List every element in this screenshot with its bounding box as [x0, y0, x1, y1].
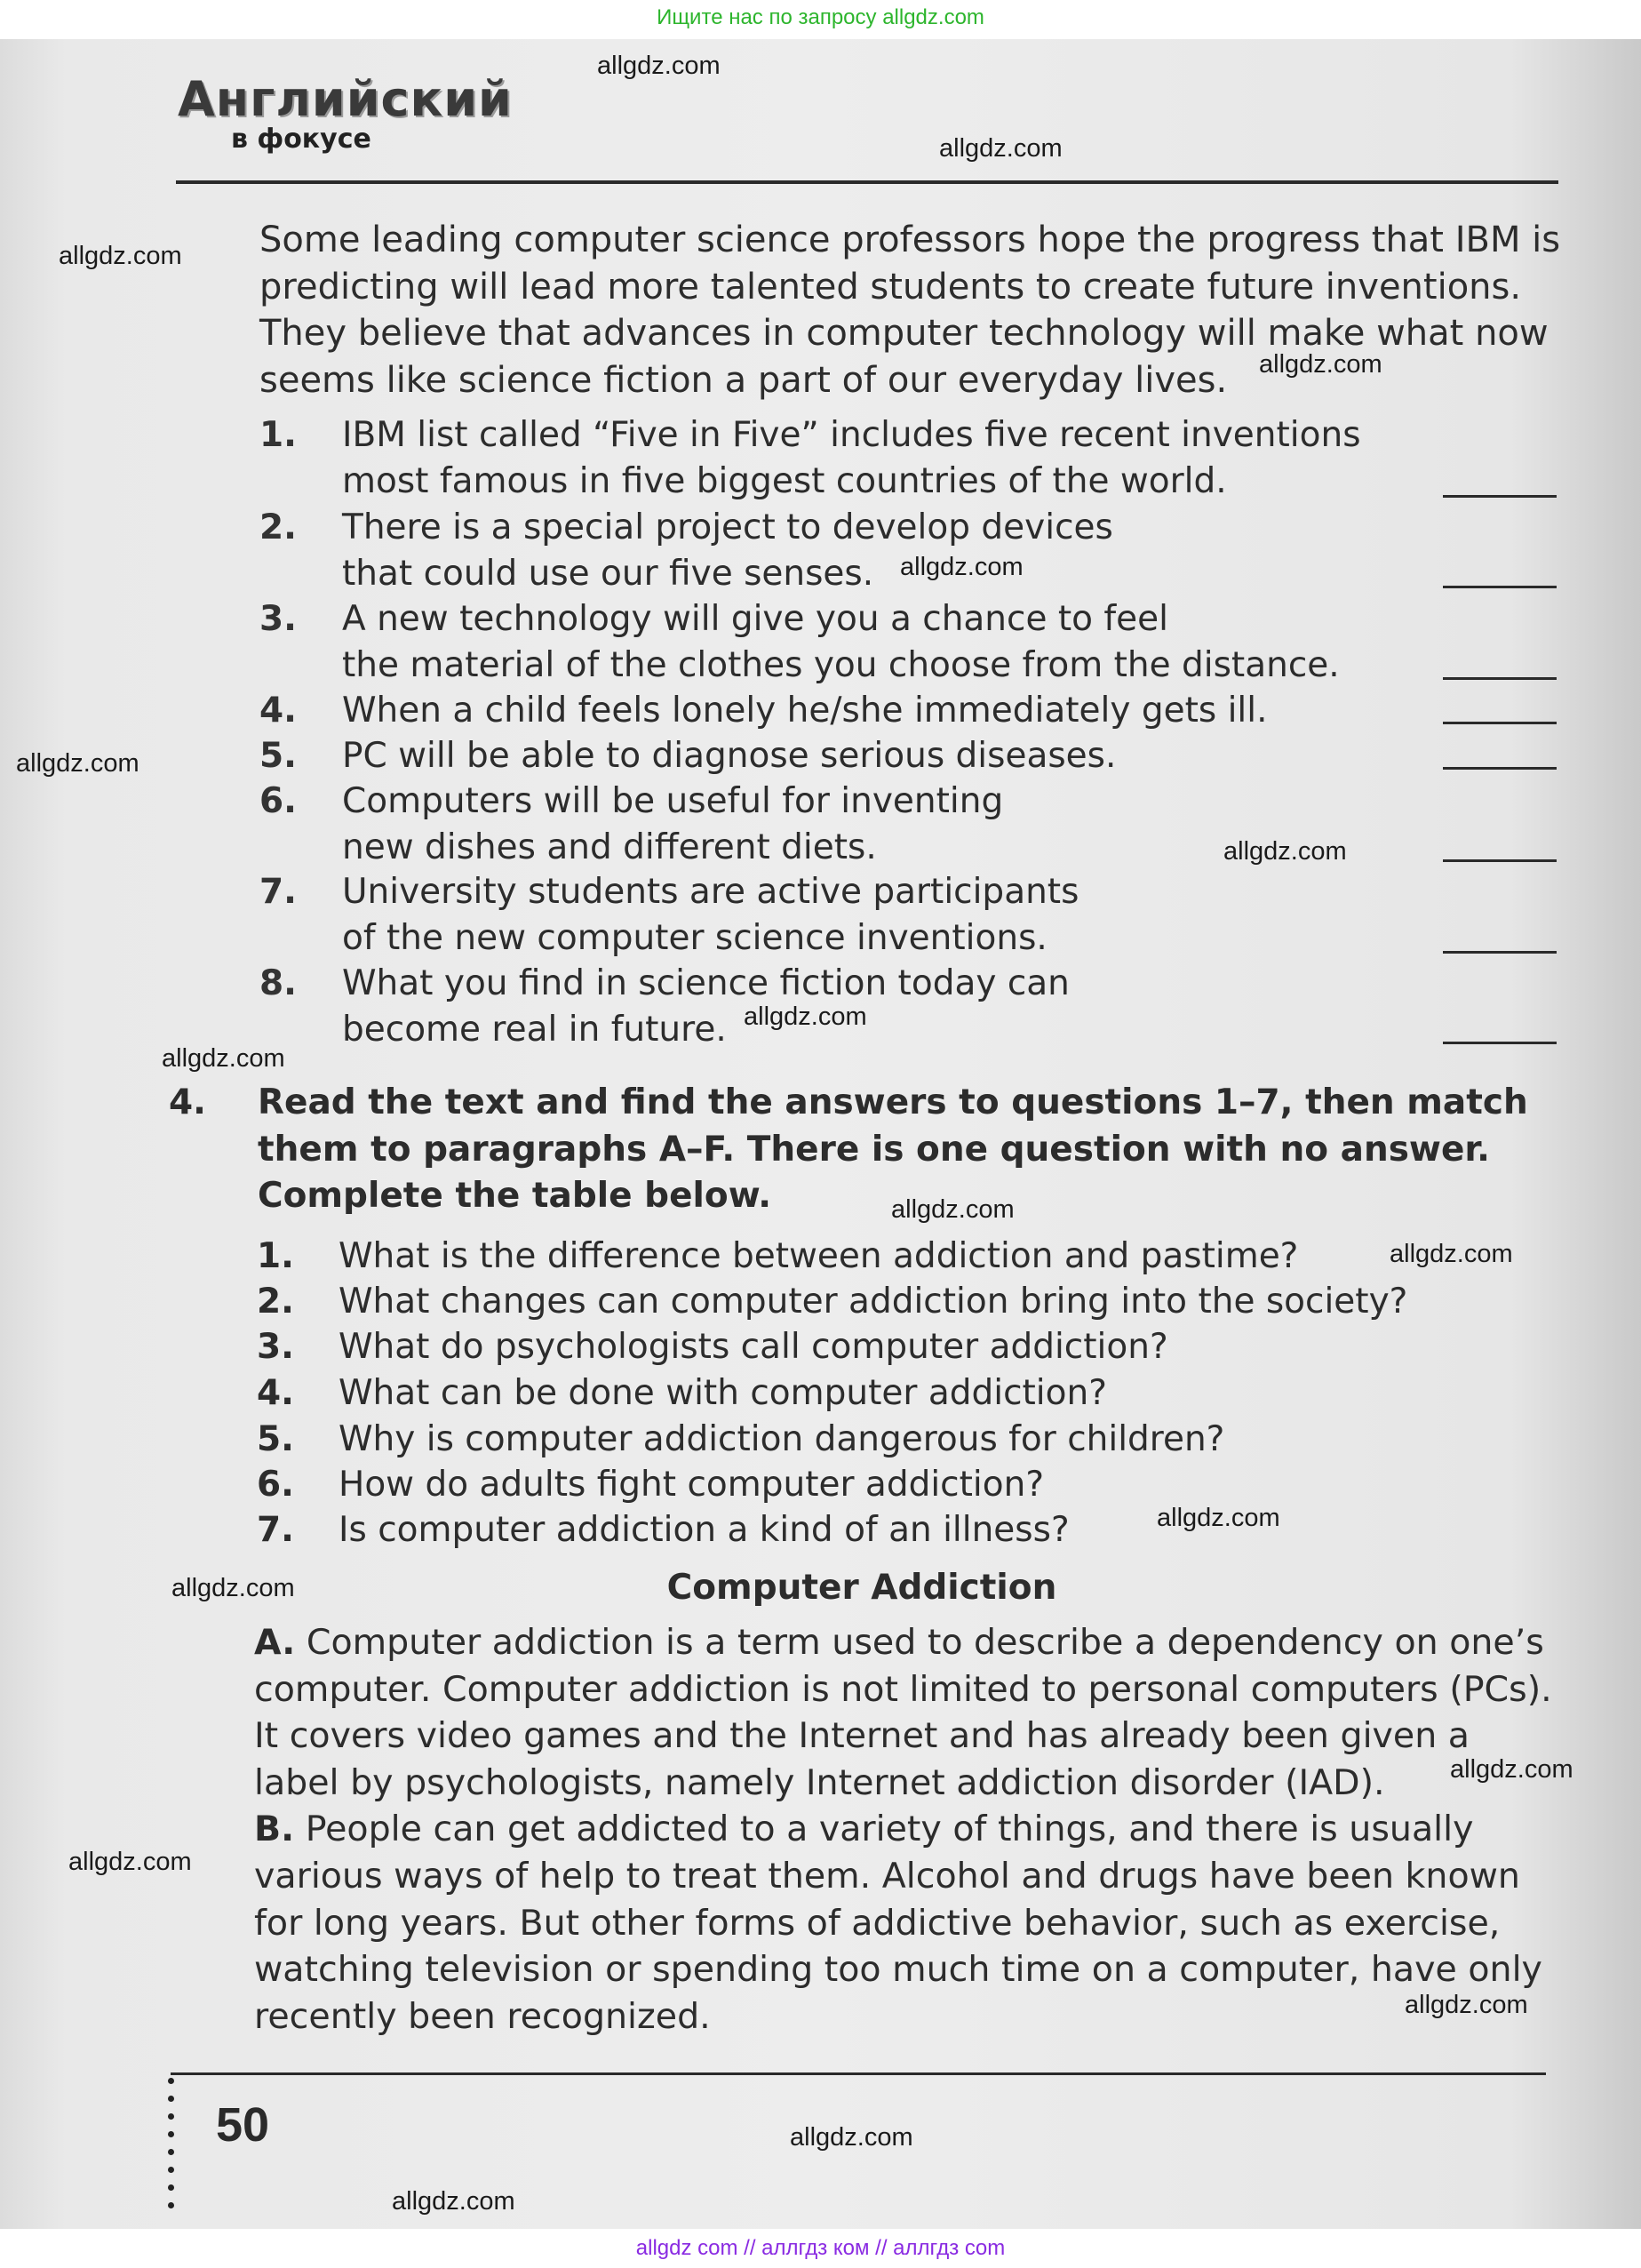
watermark: allgdz.com — [1223, 837, 1347, 866]
watermark: allgdz.com — [59, 242, 182, 270]
question-text: What can be done with computer addiction? — [339, 1373, 1107, 1413]
book-logo — [178, 73, 513, 153]
book-logo-subtitle: в фокусе — [231, 124, 371, 155]
watermark: allgdz.com — [900, 553, 1024, 581]
answer-blank[interactable] — [1443, 767, 1557, 770]
article-title: Computer Addiction — [666, 1568, 1057, 1608]
answer-blank[interactable] — [1443, 586, 1557, 588]
watermark: allgdz.com — [744, 1002, 867, 1031]
statement-text: IBM list called “Five in Five” includes five recent inventions most famous in five biggest countries of the world. — [342, 415, 1361, 501]
statement-number: 5. — [259, 736, 297, 776]
watermark: allgdz.com — [162, 1044, 285, 1073]
task-number: 4. — [169, 1082, 206, 1122]
page-edge-dots — [167, 2078, 176, 2229]
watermark: allgdz.com — [1450, 1755, 1573, 1784]
bottom-banner-text: allgdz com // аллгдз ком // аллгдз com — [635, 2236, 1006, 2260]
statement-number: 7. — [259, 872, 297, 912]
paragraph-text: Computer addiction is a term used to describe a dependency on one’s computer. Computer addiction is not limited to personal computers (PCs). It covers video games and the Internet and has already been given a label by psychologists, namely Internet addiction disorder (IAD). — [254, 1622, 1552, 1803]
answer-blank[interactable] — [1443, 1042, 1557, 1044]
watermark: allgdz.com — [1405, 1991, 1528, 2019]
footer-rule — [171, 2072, 1546, 2075]
book-logo-title: Английский — [178, 71, 513, 127]
question-number: 7. — [257, 1510, 294, 1550]
question-number: 1. — [257, 1236, 294, 1276]
question-number: 3. — [257, 1327, 294, 1367]
watermark: allgdz.com — [597, 52, 721, 80]
task-instruction: Read the text and find the answers to questions 1–7, then match them to paragraphs A–F. There is one question with no answer. Complete the table below. — [258, 1082, 1528, 1216]
statement-text: A new technology will give you a chance to feel the material of the clothes you choose from the distance. — [342, 599, 1340, 685]
answer-blank[interactable] — [1443, 677, 1557, 680]
top-banner-text: Ищите нас по запросу allgdz.com — [657, 5, 984, 29]
top-banner — [0, 0, 1641, 39]
article-body — [254, 1619, 1565, 2040]
watermark: allgdz.com — [891, 1195, 1015, 1224]
paragraph-label: B. — [254, 1809, 295, 1850]
question-text: What changes can computer addiction bring into the society? — [339, 1282, 1408, 1322]
statement-number: 6. — [259, 781, 297, 821]
watermark: allgdz.com — [1157, 1504, 1280, 1532]
question-text: Is computer addiction a kind of an illness? — [339, 1510, 1070, 1550]
bottom-banner — [0, 2229, 1641, 2268]
statement-number: 4. — [259, 691, 297, 731]
statement-number: 3. — [259, 599, 297, 639]
question-number: 4. — [257, 1373, 294, 1413]
header-rule — [176, 180, 1558, 184]
watermark: allgdz.com — [171, 1574, 295, 1602]
answer-blank[interactable] — [1443, 495, 1557, 498]
statement-text: When a child feels lonely he/she immediately gets ill. — [342, 691, 1268, 731]
paragraph-text: People can get addicted to a variety of things, and there is usually various ways of help to treat them. Alcohol and drugs have been known for long years. But other forms of addictive behavior, such as exercise, watching television or spending too much time on a computer, have only recently been recognized. — [254, 1809, 1542, 2037]
intro-paragraph: Some leading computer science professors hope the progress that IBM is predicting will lead more talented students to create future inventions. They believe that advances in computer technology will make what now seems like science fiction a part of our everyday lives. — [259, 220, 1561, 401]
statement-text: Computers will be useful for inventing new dishes and different diets. — [342, 781, 1004, 867]
question-text: Why is computer addiction dangerous for children? — [339, 1419, 1225, 1459]
watermark: allgdz.com — [1390, 1240, 1513, 1268]
question-text: What do psychologists call computer addiction? — [339, 1327, 1168, 1367]
statement-text: PC will be able to diagnose serious diseases. — [342, 736, 1117, 776]
watermark: allgdz.com — [392, 2187, 515, 2216]
statement-number: 1. — [259, 415, 297, 455]
statement-number: 2. — [259, 507, 297, 547]
watermark: allgdz.com — [1259, 350, 1382, 379]
watermark: allgdz.com — [939, 134, 1063, 163]
question-number: 2. — [257, 1282, 294, 1322]
watermark: allgdz.com — [790, 2123, 913, 2152]
statement-text: University students are active participants of the new computer science inventions. — [342, 872, 1079, 958]
question-number: 5. — [257, 1419, 294, 1459]
answer-blank[interactable] — [1443, 722, 1557, 724]
paragraph-label: A. — [254, 1622, 296, 1663]
question-text: What is the difference between addiction and pastime? — [339, 1236, 1299, 1276]
statement-text: There is a special project to develop devices that could use our five senses. — [342, 507, 1113, 594]
watermark: allgdz.com — [16, 749, 139, 778]
question-text: How do adults fight computer addiction? — [339, 1465, 1045, 1505]
watermark: allgdz.com — [68, 1848, 192, 1876]
statement-text: What you find in science fiction today can become real in future. — [342, 963, 1070, 1050]
statement-number: 8. — [259, 963, 297, 1003]
page-number: 50 — [216, 2098, 270, 2152]
answer-blank[interactable] — [1443, 859, 1557, 862]
answer-blank[interactable] — [1443, 951, 1557, 954]
question-number: 6. — [257, 1465, 294, 1505]
